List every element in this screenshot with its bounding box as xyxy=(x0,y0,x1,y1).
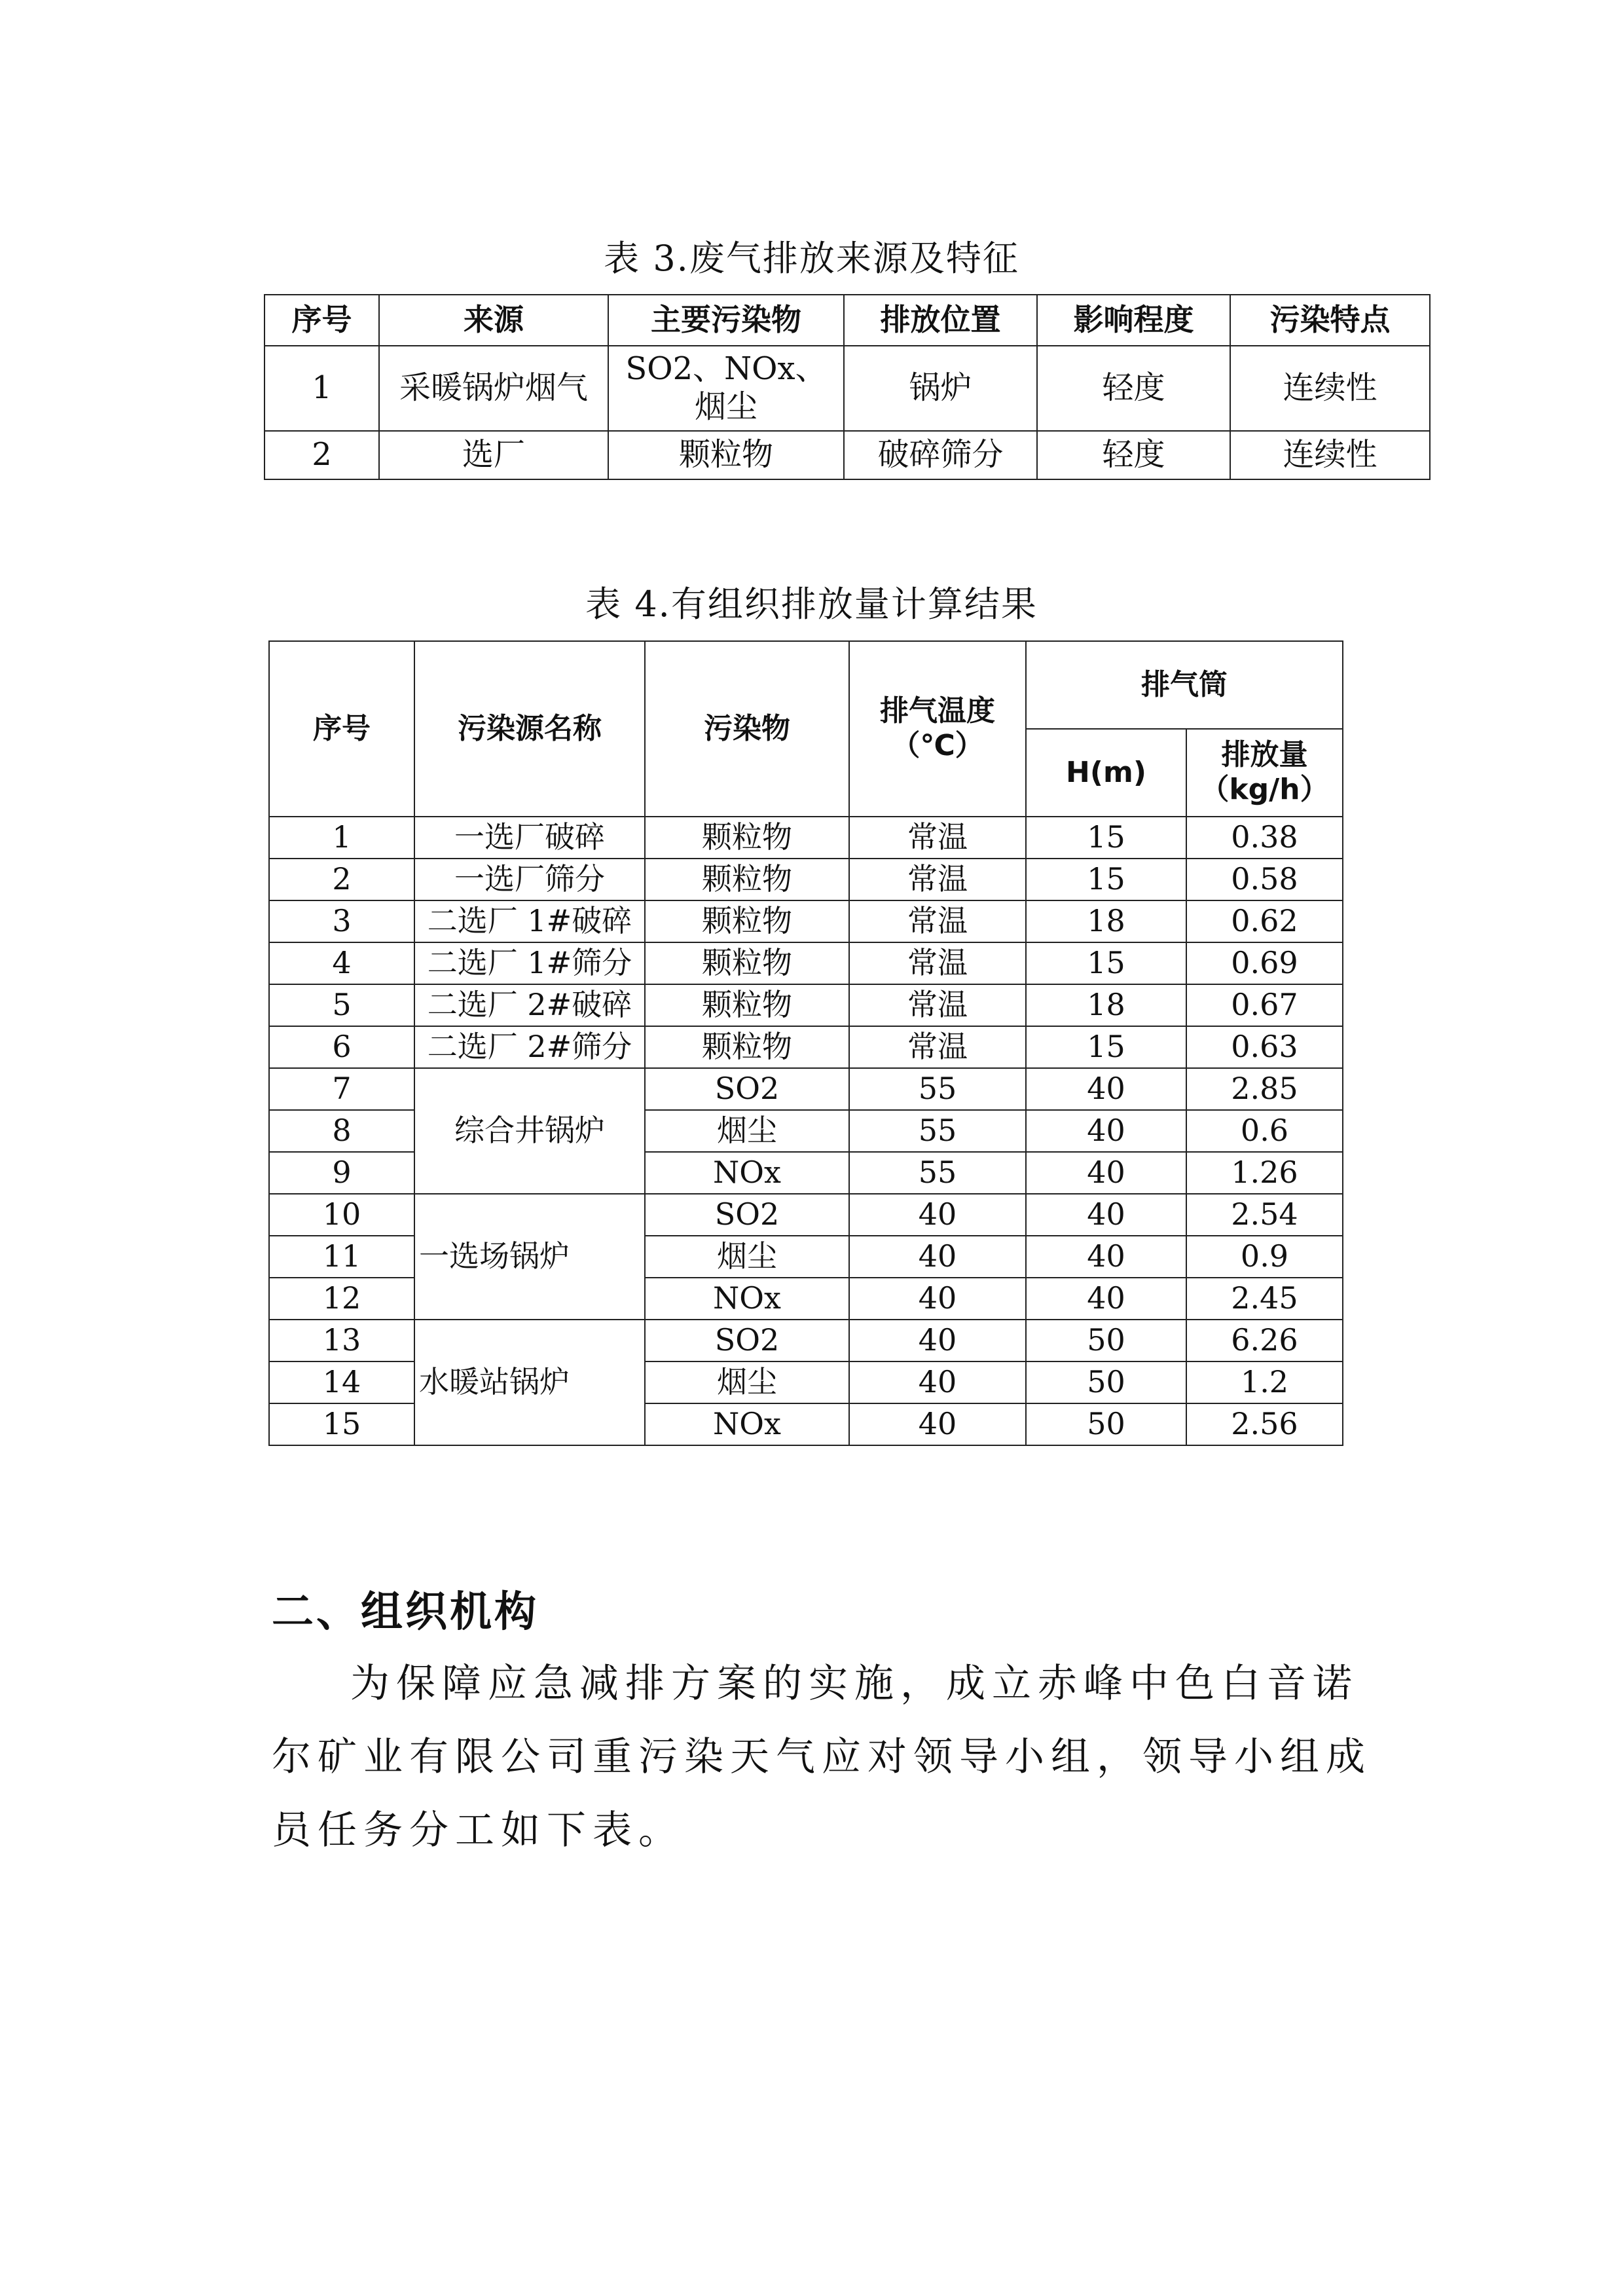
table4-cell: 18 xyxy=(1026,984,1186,1026)
table4-cell: 55 xyxy=(849,1068,1026,1110)
table3 xyxy=(264,294,1431,480)
table4-cell: SO2 xyxy=(645,1320,849,1361)
table4-cell: 11 xyxy=(269,1236,414,1278)
table4-cell: 二选厂 1#破碎 xyxy=(414,900,645,942)
table-row xyxy=(269,942,1343,984)
table4-cell: 14 xyxy=(269,1361,414,1403)
table3-header-cell: 排放位置 xyxy=(844,295,1037,346)
table4-cell: 40 xyxy=(1026,1194,1186,1236)
table4-cell: 15 xyxy=(1026,942,1186,984)
table3-cell: 颗粒物 xyxy=(608,431,844,479)
table4-cell: 40 xyxy=(849,1194,1026,1236)
table4-header-pollutant: 污染物 xyxy=(645,641,849,817)
table4-cell: NOx xyxy=(645,1278,849,1320)
table4-caption: 表 4.有组织排放量计算结果 xyxy=(585,583,1038,625)
table-row xyxy=(269,1194,1343,1236)
table4-cell: 一选厂筛分 xyxy=(414,859,645,900)
table4-cell: 0.9 xyxy=(1186,1236,1343,1278)
table3-cell: 锅炉 xyxy=(844,346,1037,431)
table-row xyxy=(269,984,1343,1026)
table3-cell: 1 xyxy=(264,346,379,431)
table4-cell: 3 xyxy=(269,900,414,942)
table4-cell: 2 xyxy=(269,859,414,900)
table4-header-source: 污染源名称 xyxy=(414,641,645,817)
table4-cell: 6.26 xyxy=(1186,1320,1343,1361)
table4-group-source: 水暖站锅炉 xyxy=(414,1320,645,1445)
table4-cell: 40 xyxy=(1026,1152,1186,1194)
table4-cell: 二选厂 2#破碎 xyxy=(414,984,645,1026)
table4-cell: 15 xyxy=(1026,1026,1186,1068)
table3-cell: 轻度 xyxy=(1037,346,1230,431)
table4-cell: 常温 xyxy=(849,817,1026,859)
table4-cell: 二选厂 2#筛分 xyxy=(414,1026,645,1068)
table4-cell: 2.45 xyxy=(1186,1278,1343,1320)
table4-cell: 1 xyxy=(269,817,414,859)
table-row xyxy=(269,1320,1343,1361)
table4 xyxy=(268,640,1343,1446)
table4-cell: 0.63 xyxy=(1186,1026,1343,1068)
table4-cell: 0.62 xyxy=(1186,900,1343,942)
table-row xyxy=(269,859,1343,900)
table4-group-source: 综合井锅炉 xyxy=(414,1068,645,1194)
table4-cell: 颗粒物 xyxy=(645,984,849,1026)
table4-cell: 7 xyxy=(269,1068,414,1110)
table-row xyxy=(269,1068,1343,1110)
table4-cell: 0.69 xyxy=(1186,942,1343,984)
table3-header-cell: 主要污染物 xyxy=(608,295,844,346)
table4-cell: 18 xyxy=(1026,900,1186,942)
table4-cell: 12 xyxy=(269,1278,414,1320)
table4-cell: 常温 xyxy=(849,1026,1026,1068)
table3-header-cell: 影响程度 xyxy=(1037,295,1230,346)
table3-cell: 2 xyxy=(264,431,379,479)
table4-cell: 1.2 xyxy=(1186,1361,1343,1403)
table4-cell: 颗粒物 xyxy=(645,900,849,942)
table3-cell: 采暖锅炉烟气 xyxy=(379,346,608,431)
table4-cell: 6 xyxy=(269,1026,414,1068)
table4-cell: 40 xyxy=(849,1361,1026,1403)
table4-cell: SO2 xyxy=(645,1194,849,1236)
table4-cell: 颗粒物 xyxy=(645,817,849,859)
table4-header-stack: 排气筒 xyxy=(1026,641,1343,729)
table4-cell: 1.26 xyxy=(1186,1152,1343,1194)
table4-cell: 40 xyxy=(849,1236,1026,1278)
table4-cell: 一选厂破碎 xyxy=(414,817,645,859)
table4-cell: 40 xyxy=(1026,1110,1186,1152)
table4-cell: 颗粒物 xyxy=(645,942,849,984)
table4-group-source: 一选场锅炉 xyxy=(414,1194,645,1320)
table4-header-seq: 序号 xyxy=(269,641,414,817)
table4-cell: 2.54 xyxy=(1186,1194,1343,1236)
table4-cell: 15 xyxy=(1026,859,1186,900)
table4-cell: 2.56 xyxy=(1186,1403,1343,1445)
table-row xyxy=(269,1026,1343,1068)
table4-cell: 常温 xyxy=(849,942,1026,984)
table3-header-cell: 污染特点 xyxy=(1230,295,1430,346)
table4-cell: 0.67 xyxy=(1186,984,1343,1026)
table4-header-rate: 排放量（kg/h） xyxy=(1186,729,1343,817)
table4-cell: 颗粒物 xyxy=(645,859,849,900)
table4-cell: NOx xyxy=(645,1403,849,1445)
table4-cell: 2.85 xyxy=(1186,1068,1343,1110)
table4-header-height: H(m) xyxy=(1026,729,1186,817)
table4-cell: 9 xyxy=(269,1152,414,1194)
table4-cell: 50 xyxy=(1026,1361,1186,1403)
table4-header-temp: 排气温度（℃） xyxy=(849,641,1026,817)
table3-cell: 轻度 xyxy=(1037,431,1230,479)
table4-cell: 常温 xyxy=(849,900,1026,942)
table4-cell: 8 xyxy=(269,1110,414,1152)
table4-cell: 常温 xyxy=(849,984,1026,1026)
table4-cell: 二选厂 1#筛分 xyxy=(414,942,645,984)
table4-cell: 55 xyxy=(849,1110,1026,1152)
table4-cell: SO2 xyxy=(645,1068,849,1110)
section-paragraph: 为保障应急减排方案的实施，成立赤峰中色白音诺尔矿业有限公司重污染天气应对领导小组，领导小组成员任务分工如下表。 xyxy=(272,1661,1372,1853)
table4-cell: 40 xyxy=(849,1403,1026,1445)
table4-cell: 40 xyxy=(1026,1236,1186,1278)
table3-cell: 选厂 xyxy=(379,431,608,479)
table3-cell: SO2、NOx、烟尘 xyxy=(608,346,844,431)
table4-cell: 烟尘 xyxy=(645,1236,849,1278)
table4-cell: 40 xyxy=(849,1278,1026,1320)
table4-cell: 15 xyxy=(1026,817,1186,859)
table4-cell: 40 xyxy=(1026,1068,1186,1110)
table-row xyxy=(264,431,1430,479)
table4-cell: 40 xyxy=(1026,1278,1186,1320)
table4-cell: 4 xyxy=(269,942,414,984)
table4-cell: 0.38 xyxy=(1186,817,1343,859)
table4-cell: 烟尘 xyxy=(645,1361,849,1403)
table-row xyxy=(264,346,1430,431)
table4-cell: 10 xyxy=(269,1194,414,1236)
table4-cell: 烟尘 xyxy=(645,1110,849,1152)
table-row xyxy=(269,900,1343,942)
table3-header-cell: 来源 xyxy=(379,295,608,346)
table4-cell: 50 xyxy=(1026,1403,1186,1445)
table4-cell: 5 xyxy=(269,984,414,1026)
table4-cell: 40 xyxy=(849,1320,1026,1361)
table4-cell: 15 xyxy=(269,1403,414,1445)
table4-cell: 13 xyxy=(269,1320,414,1361)
table4-cell: 50 xyxy=(1026,1320,1186,1361)
table3-cell: 破碎筛分 xyxy=(844,431,1037,479)
table3-cell: 连续性 xyxy=(1230,431,1430,479)
table4-cell: 0.58 xyxy=(1186,859,1343,900)
table3-cell: 连续性 xyxy=(1230,346,1430,431)
table4-cell: NOx xyxy=(645,1152,849,1194)
table-row xyxy=(269,817,1343,859)
table4-cell: 55 xyxy=(849,1152,1026,1194)
table4-cell: 颗粒物 xyxy=(645,1026,849,1068)
section-heading: 二、组织机构 xyxy=(272,1588,539,1637)
table4-cell: 0.6 xyxy=(1186,1110,1343,1152)
table4-cell: 常温 xyxy=(849,859,1026,900)
table3-header-cell: 序号 xyxy=(264,295,379,346)
table3-caption: 表 3.废气排放来源及特征 xyxy=(604,238,1019,279)
